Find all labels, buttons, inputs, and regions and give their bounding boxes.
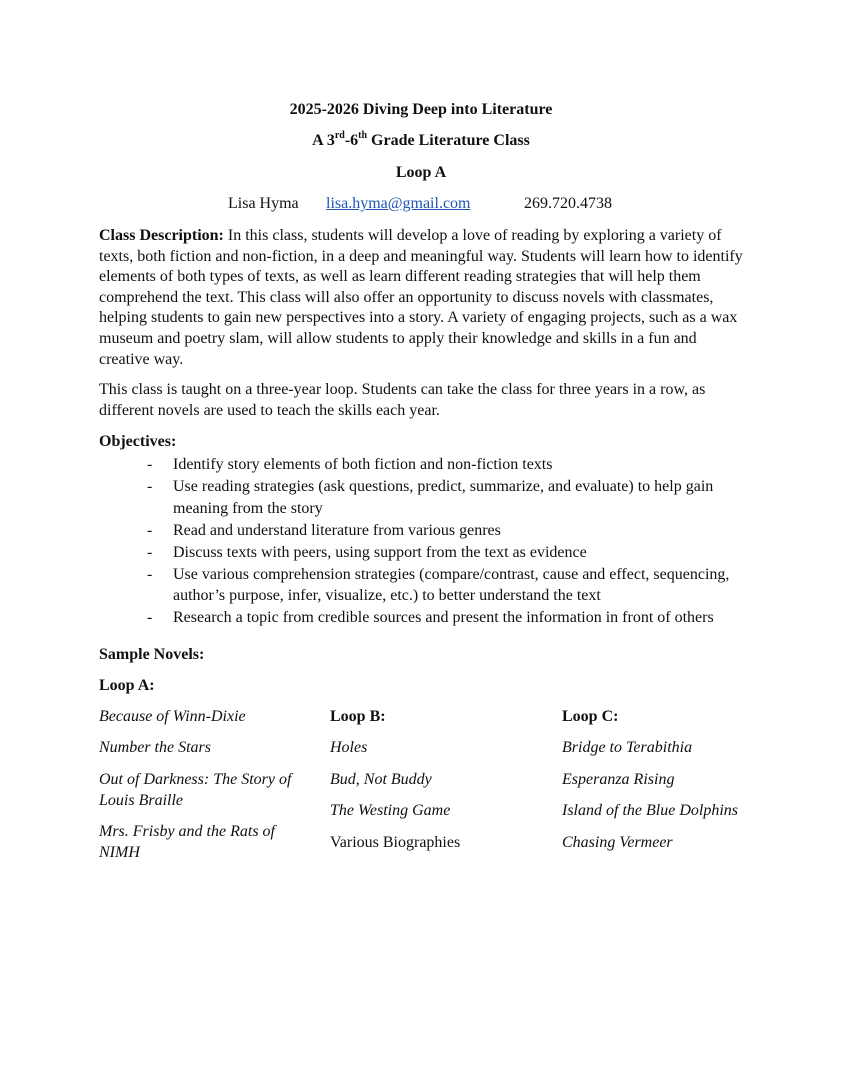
objective-text: Discuss texts with peers, using support from the text as evidence	[173, 543, 587, 561]
novel-title: Chasing Vermeer	[562, 834, 673, 851]
objectives-list	[99, 454, 749, 629]
novel-title: Out of Darkness: The Story of Louis Braille	[99, 771, 292, 809]
bullet-dash: -	[147, 521, 153, 539]
sample-novels-heading: Sample Novels:	[99, 646, 205, 663]
class-description	[99, 226, 747, 370]
objectives-heading: Objectives:	[99, 433, 177, 450]
objective-text: Research a topic from credible sources and present the information in front of others	[173, 609, 714, 626]
subtitle-suffix: Grade Literature Class	[367, 132, 530, 149]
subtitle-prefix: A 3	[312, 132, 335, 149]
objective-text: Use various comprehension strategies (compare/contrast, cause and effect, sequencing, author’s purpose, infer, visualize, etc.) to better understand the text	[173, 565, 730, 604]
novel-title: Bridge to Terabithia	[562, 739, 693, 756]
phone-number: 269.720.4738	[524, 195, 612, 212]
loop-b-heading: Loop B:	[330, 708, 386, 725]
list-item	[99, 607, 749, 629]
bullet-dash: -	[147, 543, 153, 561]
bullet-dash: -	[147, 456, 153, 473]
contact-line	[0, 194, 842, 214]
novel-title: Island of the Blue Dolphins	[562, 802, 738, 819]
loop-b-column	[330, 707, 530, 867]
list-item	[99, 520, 749, 542]
objective-text: Read and understand literature from various genres	[173, 521, 501, 539]
list-item	[99, 564, 749, 607]
novel-title: Number the Stars	[99, 739, 211, 756]
novel-title: The Westing Game	[330, 802, 451, 819]
subtitle-sup-th: th	[358, 129, 368, 141]
list-item	[99, 454, 749, 476]
novel-title: Various Biographies	[330, 834, 461, 851]
loop-c-heading: Loop C:	[562, 708, 619, 725]
novel-title: Holes	[330, 739, 368, 756]
list-item	[99, 542, 749, 564]
novel-title: Bud, Not Buddy	[330, 771, 432, 788]
novel-title: Mrs. Frisby and the Rats of NIMH	[99, 823, 275, 861]
bullet-dash: -	[147, 478, 153, 495]
objective-text: Use reading strategies (ask questions, predict, summarize, and evaluate) to help gain meaning from the story	[173, 478, 714, 517]
teacher-name: Lisa Hyma	[228, 195, 299, 212]
document-title: 2025-2026 Diving Deep into Literature	[289, 101, 553, 118]
novel-title: Esperanza Rising	[562, 771, 675, 788]
loop-c-column	[562, 707, 782, 867]
list-item	[99, 476, 749, 519]
subtitle-sup-rd: rd	[334, 129, 345, 141]
loop-a-heading: Loop A:	[99, 677, 155, 694]
class-description-label: Class Description:	[99, 227, 224, 244]
novel-title: Because of Winn-Dixie	[99, 708, 246, 725]
objective-text: Identify story elements of both fiction and non-fiction texts	[173, 456, 553, 473]
loop-label: Loop A	[395, 164, 447, 181]
bullet-dash: -	[147, 609, 153, 626]
subtitle-mid: -6	[344, 132, 359, 149]
bullet-dash: -	[147, 565, 153, 583]
class-description-text: In this class, students will develop a love of reading by exploring a variety of texts, both fiction and non-fiction, in a deep and meaningful way. Students will learn how to identify elements of both types of texts, as well as learn different reading strategies that will help them comprehend the text. This class will also offer an opportunity to discuss novels with classmates, helping students to gain new perspectives into a story. A variety of engaging projects, such as a wax museum and poetry slam, will allow students to apply their knowledge and skills in a fun and creative way.	[99, 227, 743, 368]
loop-note: This class is taught on a three-year loop. Students can take the class for three years in a row, as different novels are used to teach the skills each year.	[99, 381, 706, 419]
email-link[interactable]: lisa.hyma@gmail.com	[326, 195, 471, 212]
document-subtitle	[0, 131, 842, 151]
loop-a-column	[99, 676, 299, 876]
